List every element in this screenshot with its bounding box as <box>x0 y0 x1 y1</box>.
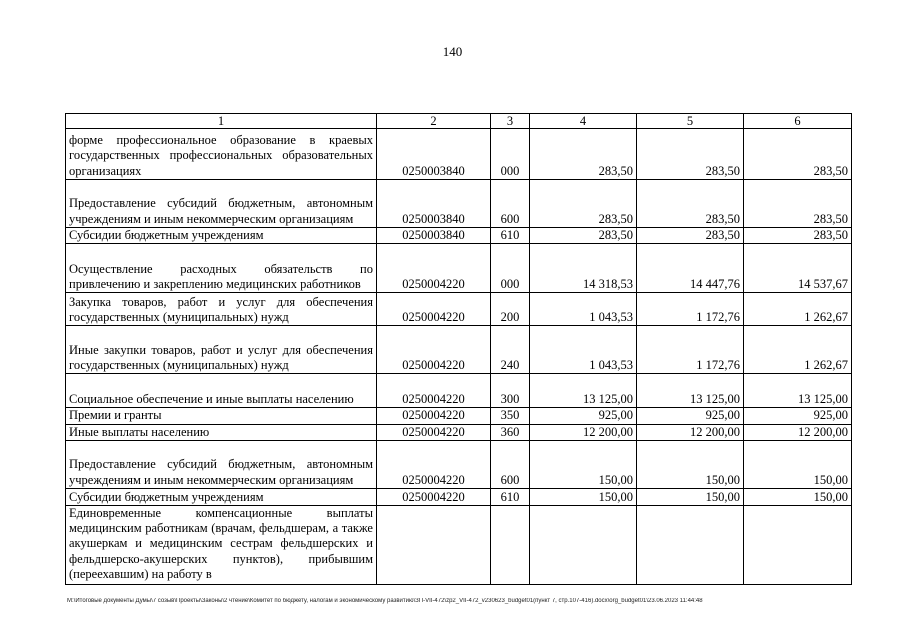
row-name-cell: Предоставление субсидий бюджетным, автономным учреждениям и иным некоммерческим организациям <box>66 180 377 228</box>
amount-year1-cell: 1 043,53 <box>530 326 637 374</box>
amount-year1-cell: 283,50 <box>530 129 637 180</box>
amount-year3-cell: 150,00 <box>744 488 852 505</box>
column-number-1: 1 <box>66 114 377 129</box>
target-article-cell <box>377 505 491 584</box>
amount-year2-cell: 1 172,76 <box>637 293 744 326</box>
row-name-cell: Премии и гранты <box>66 408 377 424</box>
row-name-cell: форме профессиональное образование в краевых государственных профессиональных образовательных организациях <box>66 129 377 180</box>
table-row <box>66 374 852 408</box>
amount-year2-cell: 12 200,00 <box>637 424 744 440</box>
amount-year3-cell: 283,50 <box>744 129 852 180</box>
column-number-2: 2 <box>377 114 491 129</box>
amount-year1-cell: 1 043,53 <box>530 293 637 326</box>
amount-year1-cell: 283,50 <box>530 228 637 244</box>
expense-type-cell: 300 <box>491 374 530 408</box>
amount-year1-cell: 14 318,53 <box>530 244 637 293</box>
amount-year1-cell: 283,50 <box>530 180 637 228</box>
row-name-cell: Субсидии бюджетным учреждениям <box>66 228 377 244</box>
page-number: 140 <box>442 44 463 59</box>
column-number-4: 4 <box>530 114 637 129</box>
amount-year1-cell <box>530 505 637 584</box>
row-name-cell: Субсидии бюджетным учреждениям <box>66 488 377 505</box>
amount-year2-cell: 283,50 <box>637 129 744 180</box>
table-row <box>66 326 852 374</box>
amount-year3-cell: 150,00 <box>744 440 852 488</box>
table-row <box>66 488 852 505</box>
target-article-cell: 0250004220 <box>377 244 491 293</box>
amount-year1-cell: 13 125,00 <box>530 374 637 408</box>
expense-type-cell: 610 <box>491 488 530 505</box>
amount-year1-cell: 150,00 <box>530 440 637 488</box>
table-row <box>66 228 852 244</box>
table-row <box>66 505 852 584</box>
expense-type-cell <box>491 505 530 584</box>
amount-year2-cell: 14 447,76 <box>637 244 744 293</box>
column-number-6: 6 <box>744 114 852 129</box>
amount-year2-cell: 283,50 <box>637 228 744 244</box>
expense-type-cell: 000 <box>491 244 530 293</box>
row-name-cell: Закупка товаров, работ и услуг для обеспечения государственных (муниципальных) нужд <box>66 293 377 326</box>
amount-year3-cell: 925,00 <box>744 408 852 424</box>
expense-type-cell: 600 <box>491 180 530 228</box>
target-article-cell: 0250004220 <box>377 408 491 424</box>
table-row <box>66 424 852 440</box>
row-name-cell: Социальное обеспечение и иные выплаты населению <box>66 374 377 408</box>
table-row <box>66 440 852 488</box>
row-name-cell: Предоставление субсидий бюджетным, автономным учреждениям и иным некоммерческим организациям <box>66 440 377 488</box>
target-article-cell: 0250004220 <box>377 374 491 408</box>
column-number-3: 3 <box>491 114 530 129</box>
amount-year2-cell: 13 125,00 <box>637 374 744 408</box>
amount-year3-cell: 1 262,67 <box>744 293 852 326</box>
expense-type-cell: 000 <box>491 129 530 180</box>
expense-type-cell: 610 <box>491 228 530 244</box>
row-name-cell: Иные выплаты населению <box>66 424 377 440</box>
amount-year3-cell: 1 262,67 <box>744 326 852 374</box>
amount-year3-cell: 12 200,00 <box>744 424 852 440</box>
target-article-cell: 0250004220 <box>377 293 491 326</box>
row-name-cell: Иные закупки товаров, работ и услуг для обеспечения государственных (муниципальных) нужд <box>66 326 377 374</box>
amount-year1-cell: 12 200,00 <box>530 424 637 440</box>
target-article-cell: 0250004220 <box>377 488 491 505</box>
budget-table <box>65 113 852 585</box>
target-article-cell: 0250004220 <box>377 424 491 440</box>
target-article-cell: 0250004220 <box>377 326 491 374</box>
amount-year2-cell: 150,00 <box>637 488 744 505</box>
amount-year3-cell: 13 125,00 <box>744 374 852 408</box>
expense-type-cell: 200 <box>491 293 530 326</box>
amount-year2-cell <box>637 505 744 584</box>
row-name-cell: Единовременные компенсационные выплаты медицинским работникам (врачам, фельдшерам, а также акушеркам и медицинским сестрам фельдшерских и фельдшерско-акушерских пунктов), прибывшим (переехавшим) на работу в <box>66 505 377 584</box>
amount-year3-cell: 283,50 <box>744 180 852 228</box>
table-row <box>66 408 852 424</box>
row-name-cell: Осуществление расходных обязательств по привлечению и закреплению медицинских работников <box>66 244 377 293</box>
table-header-row <box>66 114 852 129</box>
amount-year2-cell: 1 172,76 <box>637 326 744 374</box>
amount-year3-cell: 14 537,67 <box>744 244 852 293</box>
expense-type-cell: 350 <box>491 408 530 424</box>
column-number-5: 5 <box>637 114 744 129</box>
file-path-footer: M:\Итоговые документы Думы\7 созыв\Проекты\Законы\2 чтение\Комитет по бюджету, налогам и экономическому развитию\ЗП-VII-472\zp2_VII-472_v230623_budget01(пункт 7, стр.107-416).docx\org_budget01\23.06.2023 11:44:48 <box>67 598 703 604</box>
amount-year3-cell <box>744 505 852 584</box>
table-row <box>66 293 852 326</box>
table-row <box>66 180 852 228</box>
target-article-cell: 0250003840 <box>377 129 491 180</box>
budget-table-body <box>66 114 852 585</box>
expense-type-cell: 240 <box>491 326 530 374</box>
table-row <box>66 244 852 293</box>
amount-year2-cell: 150,00 <box>637 440 744 488</box>
target-article-cell: 0250003840 <box>377 228 491 244</box>
amount-year3-cell: 283,50 <box>744 228 852 244</box>
amount-year2-cell: 283,50 <box>637 180 744 228</box>
amount-year1-cell: 925,00 <box>530 408 637 424</box>
expense-type-cell: 600 <box>491 440 530 488</box>
target-article-cell: 0250004220 <box>377 440 491 488</box>
target-article-cell: 0250003840 <box>377 180 491 228</box>
table-row <box>66 129 852 180</box>
amount-year2-cell: 925,00 <box>637 408 744 424</box>
amount-year1-cell: 150,00 <box>530 488 637 505</box>
expense-type-cell: 360 <box>491 424 530 440</box>
